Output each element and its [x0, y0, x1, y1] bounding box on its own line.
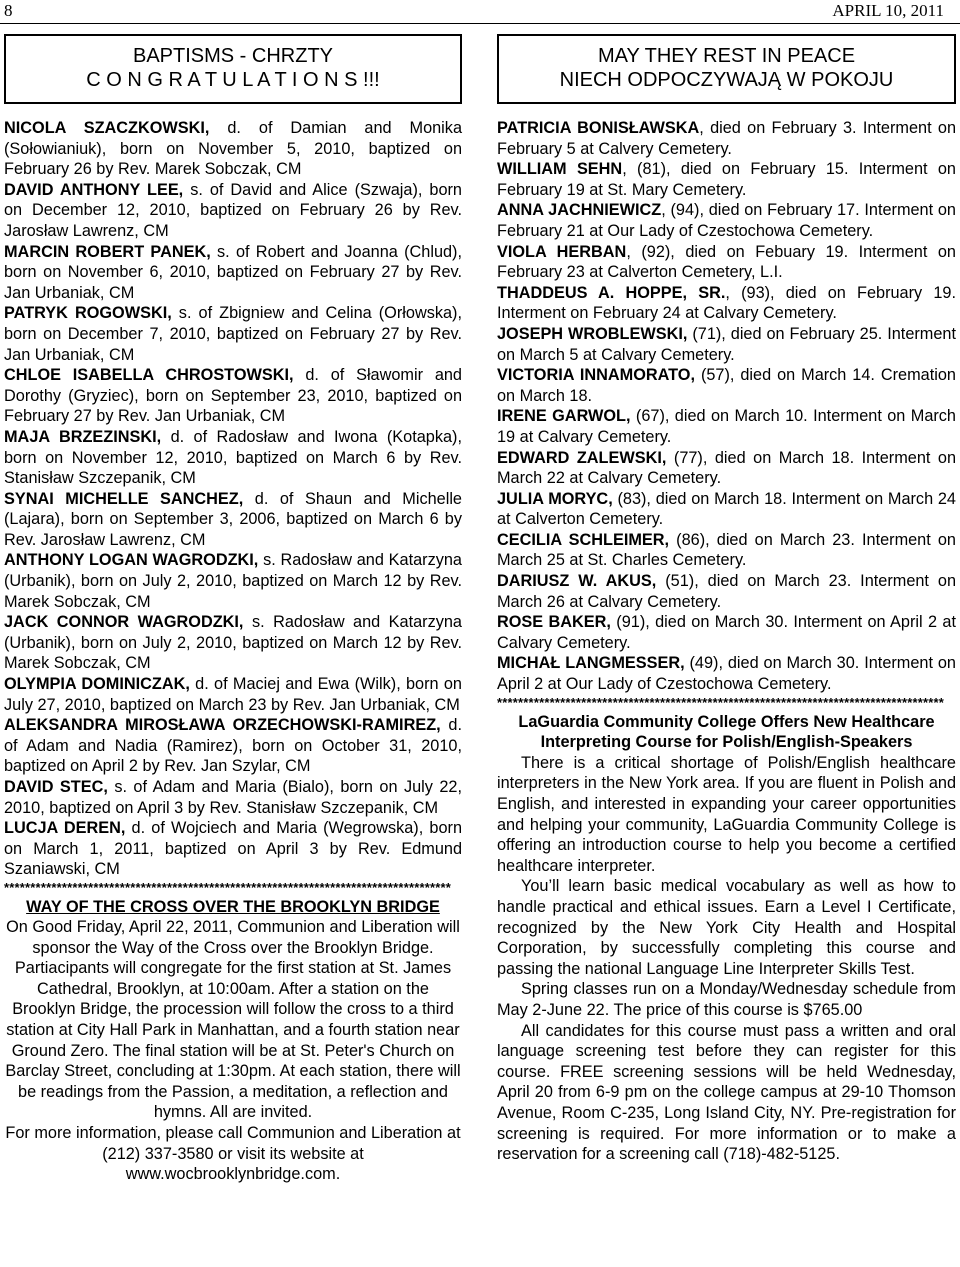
baptism-entry — [4, 777, 462, 818]
baptism-entry-details: s. of Robert and Joanna (Chlud), born on November 6, 2010, baptized on February 27 by Rev. Jan Urbaniak, CM — [4, 242, 462, 302]
death-entry — [497, 200, 956, 241]
baptism-entry-name: CHLOE ISABELLA CHROSTOWSKI, — [4, 366, 294, 385]
page-header — [0, 0, 960, 22]
death-entry-name: WILLIAM SEHN — [497, 160, 623, 179]
death-entry — [497, 118, 956, 159]
death-entry-details: (77), died on March 18. Interment on March 22 at Calvary Cemetery. — [497, 448, 956, 488]
right-separator: ************************************************************************************* — [497, 694, 945, 710]
baptism-entry — [4, 427, 462, 489]
baptism-entry-name: ANTHONY LOGAN WAGRODZKI, — [4, 551, 259, 570]
baptism-entry — [4, 242, 462, 304]
baptism-entry-name: LUCJA DEREN, — [4, 819, 126, 838]
laguardia-paragraph-2: You’ll learn basic medical vocabulary as well as how to handle practical and ethical issues. Earn a Level I Certificate, recognized by the New York City Health and Hospital Corporation, by successfully completing this course and passing the national Language Line Interpreter Skills Test. — [497, 877, 956, 978]
baptism-entry — [4, 303, 462, 365]
baptism-entry-name: OLYMPIA DOMINICZAK, — [4, 675, 190, 694]
deaths-subtitle: NIECH ODPOCZYWAJĄ W POKOJU — [559, 69, 894, 91]
death-entry-name: JULIA MORYC, — [497, 489, 613, 508]
death-entry-name: PATRICIA BONISŁAWSKA — [497, 119, 700, 137]
baptism-entry — [4, 550, 462, 612]
death-entry-details: (83), died on March 18. Interment on March 24 at Calverton Cemetery. — [497, 489, 956, 529]
right-column — [497, 34, 956, 1165]
baptism-entry-name: ALEKSANDRA MIROSŁAWA ORZECHOWSKI-RAMIREZ, — [4, 716, 441, 735]
deaths-title: MAY THEY REST IN PEACE — [597, 45, 856, 67]
baptism-entry-details: s. of Zbigniew and Celina (Orłowska), born on December 7, 2010, baptized on February 27 by Rev. Jan Urbaniak, CM — [4, 304, 462, 364]
death-entry-name: ANNA JACHNIEWICZ — [497, 201, 662, 220]
death-entry-details: (51), died on March 23. Interment on March 26 at Calvary Cemetery. — [497, 572, 956, 611]
baptism-entry-name: MARCIN ROBERT PANEK, — [4, 242, 211, 261]
baptism-entry-name: PATRYK ROGOWSKI, — [4, 304, 172, 323]
death-entry-details: (86), died on March 23. Interment on March 25 at St. Charles Cemetery. — [497, 530, 956, 570]
laguardia-article — [497, 753, 956, 1165]
baptisms-title: BAPTISMS - CHRZTY — [132, 45, 333, 67]
deaths-list — [497, 118, 956, 695]
laguardia-paragraph-3: Spring classes run on a Monday/Wednesday schedule from May 2-June 22. The price of this course is $765.00 — [497, 980, 956, 1019]
death-entry-details: , (94), died on February 17. Interment on February 21 at Our Lady of Czestochowa Cemetery. — [497, 201, 956, 240]
baptism-entry-name: DAVID ANTHONY LEE, — [4, 180, 184, 199]
baptism-entry-details: d. of Damian and Monika (Sołowianiuk), born on November 5, 2010, baptized on February 26 by Rev. Marek Sobczak, CM — [4, 119, 462, 179]
death-entry — [497, 406, 956, 447]
baptism-entry — [4, 365, 462, 427]
baptisms-list — [4, 118, 462, 880]
left-separator: ************************************************************************************* — [4, 879, 452, 895]
laguardia-title: LaGuardia Community College Offers New Healthcare Interpreting Course for Polish/English-Speakers — [518, 712, 935, 752]
death-entry-name: CECILIA SCHLEIMER, — [497, 530, 670, 549]
baptism-entry-name: DAVID STEC, — [4, 778, 108, 796]
baptism-entry — [4, 180, 462, 242]
baptism-entry-details: d. of Sławomir and Dorothy (Gryziec), born on September 23, 2010, baptized on February 27 by Rev. Jan Urbaniak, CM — [4, 366, 462, 426]
issue-date: APRIL 10, 2011 — [832, 1, 944, 20]
death-entry — [497, 653, 956, 694]
death-entry-details: , (81), died on February 15. Interment on February 19 at St. Mary Cemetery. — [497, 160, 956, 199]
death-entry-details: (71), died on February 25. Interment on March 5 at Calvary Cemetery. — [497, 324, 956, 364]
baptism-entry-details: d. of Radosław and Iwona (Kotapka), born on November 12, 2010, baptized on March 6 by Rev. Stanisław Szczepanik, CM — [4, 427, 462, 488]
baptism-entry-name: NICOLA SZACZKOWSKI, — [4, 119, 210, 137]
death-entry — [497, 448, 956, 489]
death-entry-details: , died on February 3. Interment on February 5 at Calvery Cemetery. — [497, 119, 956, 158]
death-entry-details: , (92), died on Febuary 19. Interment on February 23 at Calverton Cemetery, L.I. — [497, 242, 956, 282]
baptism-entry — [4, 118, 462, 180]
death-entry — [497, 489, 956, 530]
death-entry-name: ROSE BAKER, — [497, 613, 611, 632]
way-of-cross-body: On Good Friday, April 22, 2011, Communion and Liberation will sponsor the Way of the Cross over the Brooklyn Bridge. Partiacipants will congregate for the first station at St. James Cathedral, Brooklyn, at 10:00am. After a station on the Brooklyn Bridge, the procession will follow the cross to a third station at City Hall Park in Manhattan, and a fourth station near Ground Zero. The final station will be at St. Peter's Church on Barclay Street, concluding at 1:30pm. At each station, there will be readings from the Passion, a meditation, a reflection and hymns. All are invited. — [5, 917, 461, 1122]
death-entry-details: , (93), died on February 19. Interment on February 24 at Calvary Cemetery. — [497, 283, 956, 323]
header-rule — [0, 23, 960, 24]
death-entry-name: IRENE GARWOL, — [497, 407, 631, 426]
baptism-entry-details: d. of Adam and Nadia (Ramirez), born on October 31, 2010, baptized on April 2 by Rev. Jan Szylar, CM — [4, 716, 462, 776]
baptism-entry-details: s. Radosław and Katarzyna (Urbanik), born on July 2, 2010, baptized on March 12 by Rev. Marek Sobczak, CM — [4, 551, 462, 611]
baptism-entry-name: SYNAI MICHELLE SANCHEZ, — [4, 489, 244, 508]
death-entry-details: (49), died on March 30. Interment on April 2 at Our Lady of Czestochowa Cemetery. — [497, 654, 956, 694]
laguardia-paragraph-1: There is a critical shortage of Polish/English healthcare interpreters in the New York area. If you are fluent in Polish and English, and interested in expanding your career opportunities and helping your community, LaGuardia Community College is offering an introduction course to help you become a certified healthcare interpreter. — [497, 753, 956, 875]
way-of-cross-contact: For more information, please call Communion and Liberation at (212) 337-3580 or visit its website at www.wocbrooklynbridge.com. — [5, 1123, 461, 1184]
page-number: 8 — [4, 1, 13, 20]
death-entry-details: (91), died on March 30. Interment on April 2 at Calvary Cemetery. — [497, 613, 956, 652]
death-entry — [497, 242, 956, 283]
death-entry — [497, 283, 956, 324]
death-entry-name: VIOLA HERBAN — [497, 242, 627, 261]
baptisms-title-box — [4, 34, 462, 104]
baptism-entry-details: d. of Maciej and Ewa (Wilk), born on July 27, 2010, baptized on March 23 by Rev. Jan Urbaniak, CM — [4, 675, 462, 714]
way-of-cross-title: WAY OF THE CROSS OVER THE BROOKLYN BRIDGE — [26, 897, 440, 916]
baptism-entry — [4, 489, 462, 551]
baptism-entry — [4, 612, 462, 674]
baptisms-subtitle: C O N G R A T U L A T I O N S !!! — [86, 69, 380, 91]
death-entry-name: VICTORIA INNAMORATO, — [497, 366, 695, 385]
baptism-entry-details: s. of David and Alice (Szwaja), born on December 12, 2010, baptized on February 26 by Rev. Jarosław Lawrenz, CM — [4, 180, 462, 240]
baptism-entry-name: JACK CONNOR WAGRODZKI, — [4, 613, 244, 632]
laguardia-paragraph-4: All candidates for this course must pass a written and oral language screening test before they can register for this course. FREE screening sessions will be held Wednesday, April 20 from 6-9 pm on the college campus at 29-10 Thomson Avenue, Room C-235, Long Island City, NY. Pre-registration for screening is required. For more information or to make a reservation for a screening call (718)-482-5125. — [497, 1021, 956, 1164]
baptism-entry-details: s. of Adam and Maria (Bialo), born on July 22, 2010, baptized on April 3 by Rev. Stanisław Szczepanik, CM — [4, 778, 463, 817]
death-entry-details: (57), died on March 14. Cremation on March 18. — [497, 366, 956, 405]
baptism-entry-details: d. of Shaun and Michelle (Lajara), born on September 3, 2006, baptized on March 6 by Rev. Jarosław Lawrenz, CM — [4, 489, 462, 549]
death-entry — [497, 365, 956, 406]
death-entry-details: (67), died on March 10. Interment on March 19 at Calvary Cemetery. — [497, 407, 956, 446]
baptism-entry-name: MAJA BRZEZINSKI, — [4, 427, 162, 446]
baptism-entry — [4, 674, 462, 715]
death-entry-name: THADDEUS A. HOPPE, SR. — [497, 283, 726, 302]
left-column — [4, 34, 462, 1185]
death-entry-name: EDWARD ZALEWSKI, — [497, 448, 667, 467]
deaths-title-box — [497, 34, 956, 104]
death-entry — [497, 159, 956, 200]
death-entry — [497, 571, 956, 612]
death-entry-name: JOSEPH WROBLEWSKI, — [497, 324, 688, 343]
baptism-entry-details: d. of Wojciech and Maria (Wegrowska), born on March 1, 2011, baptized on April 3 by Rev. Edmund Szaniawski, CM — [4, 819, 462, 879]
baptism-entry — [4, 818, 462, 880]
baptism-entry — [4, 715, 462, 777]
death-entry — [497, 612, 956, 653]
death-entry — [497, 530, 956, 571]
death-entry-name: DARIUSZ W. AKUS, — [497, 572, 657, 591]
death-entry-name: MICHAŁ LANGMESSER, — [497, 654, 685, 673]
baptism-entry-details: s. Radosław and Katarzyna (Urbanik), born on July 2, 2010, baptized on March 12 by Rev. Marek Sobczak, CM — [4, 613, 462, 673]
death-entry — [497, 324, 956, 365]
